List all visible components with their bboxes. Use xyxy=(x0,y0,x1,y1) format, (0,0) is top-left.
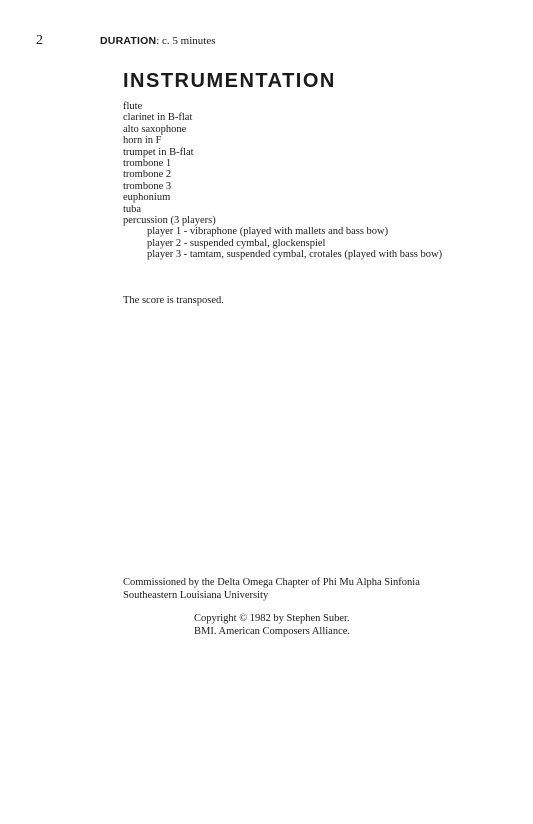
transposition-note: The score is transposed. xyxy=(123,295,224,306)
instrument-item: trombone 2 xyxy=(123,169,172,181)
commission-line: Southeastern Louisiana University xyxy=(123,589,269,601)
percussion-player-item: player 3 - tamtam, suspended cymbal, crotales (played with bass bow) xyxy=(147,249,443,261)
instrument-item: trumpet in B-flat xyxy=(123,146,194,158)
commission-block xyxy=(123,577,420,602)
instrument-list xyxy=(123,101,442,261)
commission-line: Commissioned by the Delta Omega Chapter of Phi Mu Alpha Sinfonia xyxy=(123,577,420,588)
duration-line xyxy=(100,35,216,47)
percussion-player-item: player 2 - suspended cymbal, glockenspiel xyxy=(147,237,326,249)
copyright-block xyxy=(194,613,350,638)
instrument-item: trombone 1 xyxy=(123,158,172,170)
instrument-item: horn in F xyxy=(123,135,162,147)
page-heading: INSTRUMENTATION xyxy=(123,70,336,92)
copyright-line: BMI. American Composers Alliance. xyxy=(194,625,351,637)
percussion-player-item: player 1 - vibraphone (played with mallets and bass bow) xyxy=(147,226,389,238)
instrument-item: alto saxophone xyxy=(123,123,187,135)
instrument-item: percussion (3 players) xyxy=(123,215,216,227)
instrument-item: trombone 3 xyxy=(123,180,172,192)
page-number: 2 xyxy=(36,33,43,48)
copyright-line: Copyright © 1982 by Stephen Suber. xyxy=(194,613,350,624)
duration-value: : c. 5 minutes xyxy=(156,35,216,47)
instrument-item: euphonium xyxy=(123,192,171,204)
instrument-item: tuba xyxy=(123,203,142,215)
instrument-item: clarinet in B-flat xyxy=(123,112,193,124)
duration-label: DURATION xyxy=(100,35,157,47)
instrument-item: flute xyxy=(123,101,143,112)
